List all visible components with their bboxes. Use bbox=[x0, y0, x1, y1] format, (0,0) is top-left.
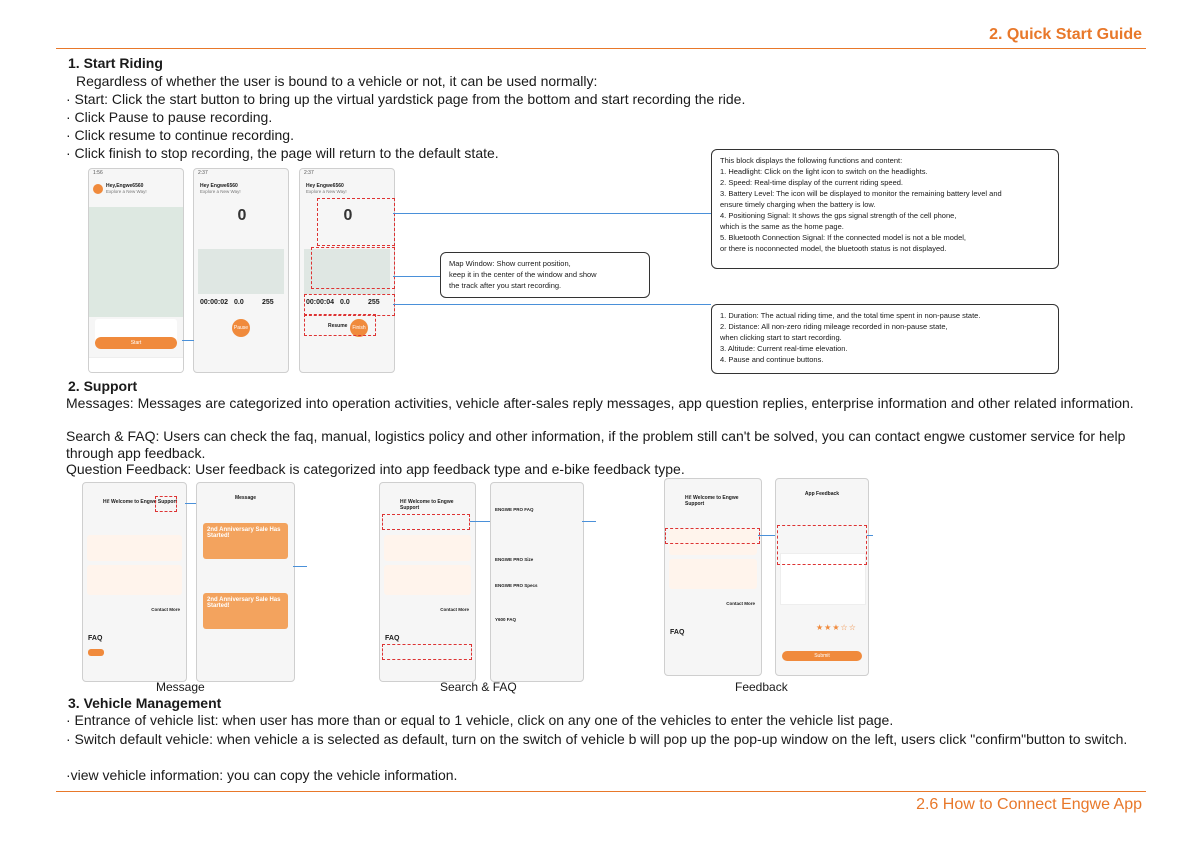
highlight-map-window bbox=[311, 247, 395, 289]
section3-bullet: · Entrance of vehicle list: when user has more than or equal to 1 vehicle, click on any one of the vehicles to enter the vehicle list page. bbox=[66, 712, 894, 728]
support-card[interactable] bbox=[384, 535, 471, 561]
greeting-subtitle: Explore a New Way! bbox=[106, 189, 147, 194]
speed-readout: 0 bbox=[343, 207, 353, 224]
map-window bbox=[198, 249, 284, 294]
highlight-top-block bbox=[317, 198, 395, 246]
pause-button[interactable]: Pause bbox=[232, 319, 250, 337]
message-header: Message bbox=[234, 495, 257, 501]
status-bar: 1:56 bbox=[93, 170, 103, 176]
highlight-bell bbox=[155, 496, 177, 512]
highlight-faq-tabs bbox=[382, 644, 472, 660]
section1-bullet: · Click Pause to pause recording. bbox=[66, 109, 273, 125]
section1-title: 1. Start Riding bbox=[68, 55, 163, 71]
section1-bullet: · Click resume to continue recording. bbox=[66, 127, 294, 143]
support-welcome: Hi! Welcome to Engwe Support bbox=[685, 495, 739, 507]
distance-readout: 0.0 bbox=[234, 299, 244, 306]
greeting: Hey Engwe6560 bbox=[306, 183, 344, 189]
caption-message: Message bbox=[156, 680, 205, 694]
promo-banner[interactable]: 2nd Anniversary Sale Has Started! bbox=[203, 523, 288, 559]
faq-label: FAQ bbox=[670, 629, 685, 636]
section3-title: 3. Vehicle Management bbox=[68, 695, 222, 711]
section2-title: 2. Support bbox=[68, 378, 138, 394]
greeting-subtitle: Explore a New Way! bbox=[200, 189, 241, 194]
map-view[interactable] bbox=[89, 207, 183, 317]
callout-line: 4. Pause and continue buttons. bbox=[720, 355, 824, 364]
faq-item[interactable]: Y600 FAQ bbox=[495, 617, 517, 622]
section2-messages: Messages: Messages are categorized into operation activities, vehicle after-sales reply messages, app question replies, enterprise information and other related information. bbox=[66, 395, 1134, 411]
connector-line bbox=[293, 566, 307, 567]
connector-line bbox=[393, 276, 440, 277]
callout-line: 2. Distance: All non-zero riding mileage recorded in non-pause state, bbox=[720, 322, 948, 331]
callout-line: ensure timely charging when the battery is low. bbox=[720, 200, 876, 209]
faq-item[interactable]: ENGWE PRO Size bbox=[495, 557, 534, 562]
callout-map-window bbox=[440, 252, 650, 298]
start-button[interactable]: Start bbox=[95, 337, 177, 349]
callout-line: 4. Positioning Signal: It shows the gps signal strength of the cell phone, bbox=[720, 211, 957, 220]
connector-line bbox=[470, 521, 490, 522]
app-feedback-header: App Feedback bbox=[804, 491, 840, 497]
greeting: Hey,Engwe6560 bbox=[106, 183, 144, 189]
submit-button[interactable]: Submit bbox=[782, 651, 862, 661]
support-feedback-screen bbox=[664, 478, 762, 676]
speed-readout: 0 bbox=[237, 207, 247, 224]
contact-more-link[interactable]: Contact More bbox=[726, 601, 755, 606]
support-home-screen bbox=[82, 482, 187, 682]
callout-line: when clicking start to start recording. bbox=[720, 333, 842, 342]
section3-bullet: · Switch default vehicle: when vehicle a is selected as default, turn on the switch of vehicle b will pop up the pop-up window on the left, users click "confirm"button to switch. bbox=[66, 731, 1128, 747]
callout-line: 3. Altitude: Current real-time elevation. bbox=[720, 344, 848, 353]
connector-line bbox=[393, 213, 711, 214]
callout-line: This block displays the following functions and content: bbox=[720, 156, 903, 165]
contact-more-link[interactable]: Contact More bbox=[440, 607, 469, 612]
highlight-buttons bbox=[304, 314, 376, 336]
section1-bullet: · Click finish to stop recording, the page will return to the default state. bbox=[66, 145, 499, 161]
section2-feedback: Question Feedback: User feedback is categorized into app feedback type and e-bike feedback type. bbox=[66, 461, 685, 477]
finish-button[interactable]: Finish bbox=[350, 319, 368, 337]
connector-line bbox=[758, 535, 775, 536]
callout-line: 2. Speed: Real-time display of the current riding speed. bbox=[720, 178, 904, 187]
caption-search-faq: Search & FAQ bbox=[440, 680, 517, 694]
avatar bbox=[93, 184, 103, 194]
callout-line: the track after you start recording. bbox=[449, 281, 562, 290]
highlight-stats bbox=[304, 294, 395, 316]
duration-readout: 00:00:02 bbox=[200, 299, 229, 306]
support-welcome: Hi! Welcome to Engwe Support bbox=[103, 499, 178, 505]
support-card[interactable] bbox=[87, 535, 182, 561]
altitude-readout: 255 bbox=[368, 299, 380, 306]
connector-line bbox=[867, 535, 873, 536]
connector-line bbox=[185, 503, 196, 504]
faq-list-screen bbox=[490, 482, 584, 682]
section3-bullet: ·view vehicle information: you can copy the vehicle information. bbox=[66, 767, 458, 783]
contact-more-link[interactable]: Contact More bbox=[151, 607, 180, 612]
callout-top-block bbox=[711, 149, 1059, 269]
callout-line: 1. Headlight: Click on the light icon to switch on the headlights. bbox=[720, 167, 928, 176]
highlight-feedback-entry bbox=[665, 528, 760, 544]
faq-item[interactable]: ENGWE PRO Specs bbox=[495, 583, 538, 588]
highlight-feedback-type bbox=[777, 525, 867, 565]
phone-screen-recording bbox=[193, 168, 289, 373]
message-screen bbox=[196, 482, 295, 682]
section1-intro: Regardless of whether the user is bound to a vehicle or not, it can be used normally: bbox=[76, 73, 598, 89]
footer-rule bbox=[56, 791, 1146, 792]
header-rule bbox=[56, 48, 1146, 49]
phone-screen-home bbox=[88, 168, 184, 373]
section1-bullet: · Start: Click the start button to bring up the virtual yardstick page from the bottom and start recording the ride. bbox=[66, 91, 746, 107]
app-feedback-screen bbox=[775, 478, 869, 676]
page-header-title: 2. Quick Start Guide bbox=[989, 26, 1142, 43]
rating-stars[interactable]: ★★★☆☆ bbox=[816, 623, 857, 632]
duration-readout: 00:00:04 bbox=[306, 299, 335, 306]
faq-label: FAQ bbox=[88, 635, 103, 642]
connector-line bbox=[393, 304, 711, 305]
callout-line: Map Window: Show current position, bbox=[449, 259, 571, 268]
resume-button[interactable]: Resume bbox=[328, 323, 348, 329]
callout-line: keep it in the center of the window and show bbox=[449, 270, 597, 279]
callout-line: which is the same as the home page. bbox=[720, 222, 844, 231]
callout-line: 3. Battery Level: The icon will be displayed to monitor the remaining battery level and bbox=[720, 189, 1002, 198]
callout-line: 1. Duration: The actual riding time, and the total time spent in non-pause state. bbox=[720, 311, 981, 320]
promo-banner[interactable]: 2nd Anniversary Sale Has Started! bbox=[203, 593, 288, 629]
page-footer-title: 2.6 How to Connect Engwe App bbox=[916, 796, 1142, 813]
distance-readout: 0.0 bbox=[340, 299, 350, 306]
status-bar: 2:37 bbox=[304, 170, 314, 176]
greeting-subtitle: Explore a New Way! bbox=[306, 189, 347, 194]
support-card[interactable] bbox=[87, 565, 182, 595]
callout-line: 5. Bluetooth Connection Signal: If the connected model is not a ble model, bbox=[720, 233, 966, 242]
callout-bottom-block bbox=[711, 304, 1059, 374]
caption-feedback: Feedback bbox=[735, 680, 788, 694]
support-card[interactable] bbox=[384, 565, 471, 595]
highlight-search bbox=[382, 514, 470, 530]
connector-line bbox=[182, 340, 194, 341]
faq-tab-active[interactable] bbox=[88, 649, 104, 656]
section2-faq: Search & FAQ: Users can check the faq, manual, logistics policy and other information, if the problem still can't be solved, you can contact engwe customer service for help through app feedback. bbox=[66, 428, 1126, 461]
callout-line: or there is noconnected model, the bluetooth status is not displayed. bbox=[720, 244, 947, 253]
connector-line bbox=[582, 521, 596, 522]
bottom-nav[interactable] bbox=[89, 357, 183, 372]
support-welcome: Hi! Welcome to Engwe Support bbox=[400, 499, 454, 511]
faq-label: FAQ bbox=[385, 635, 400, 642]
greeting: Hey Engwe6560 bbox=[200, 183, 238, 189]
status-bar: 2:37 bbox=[198, 170, 208, 176]
support-card[interactable] bbox=[669, 559, 757, 589]
altitude-readout: 255 bbox=[262, 299, 274, 306]
faq-item[interactable]: ENGWE PRO FAQ bbox=[495, 507, 534, 512]
